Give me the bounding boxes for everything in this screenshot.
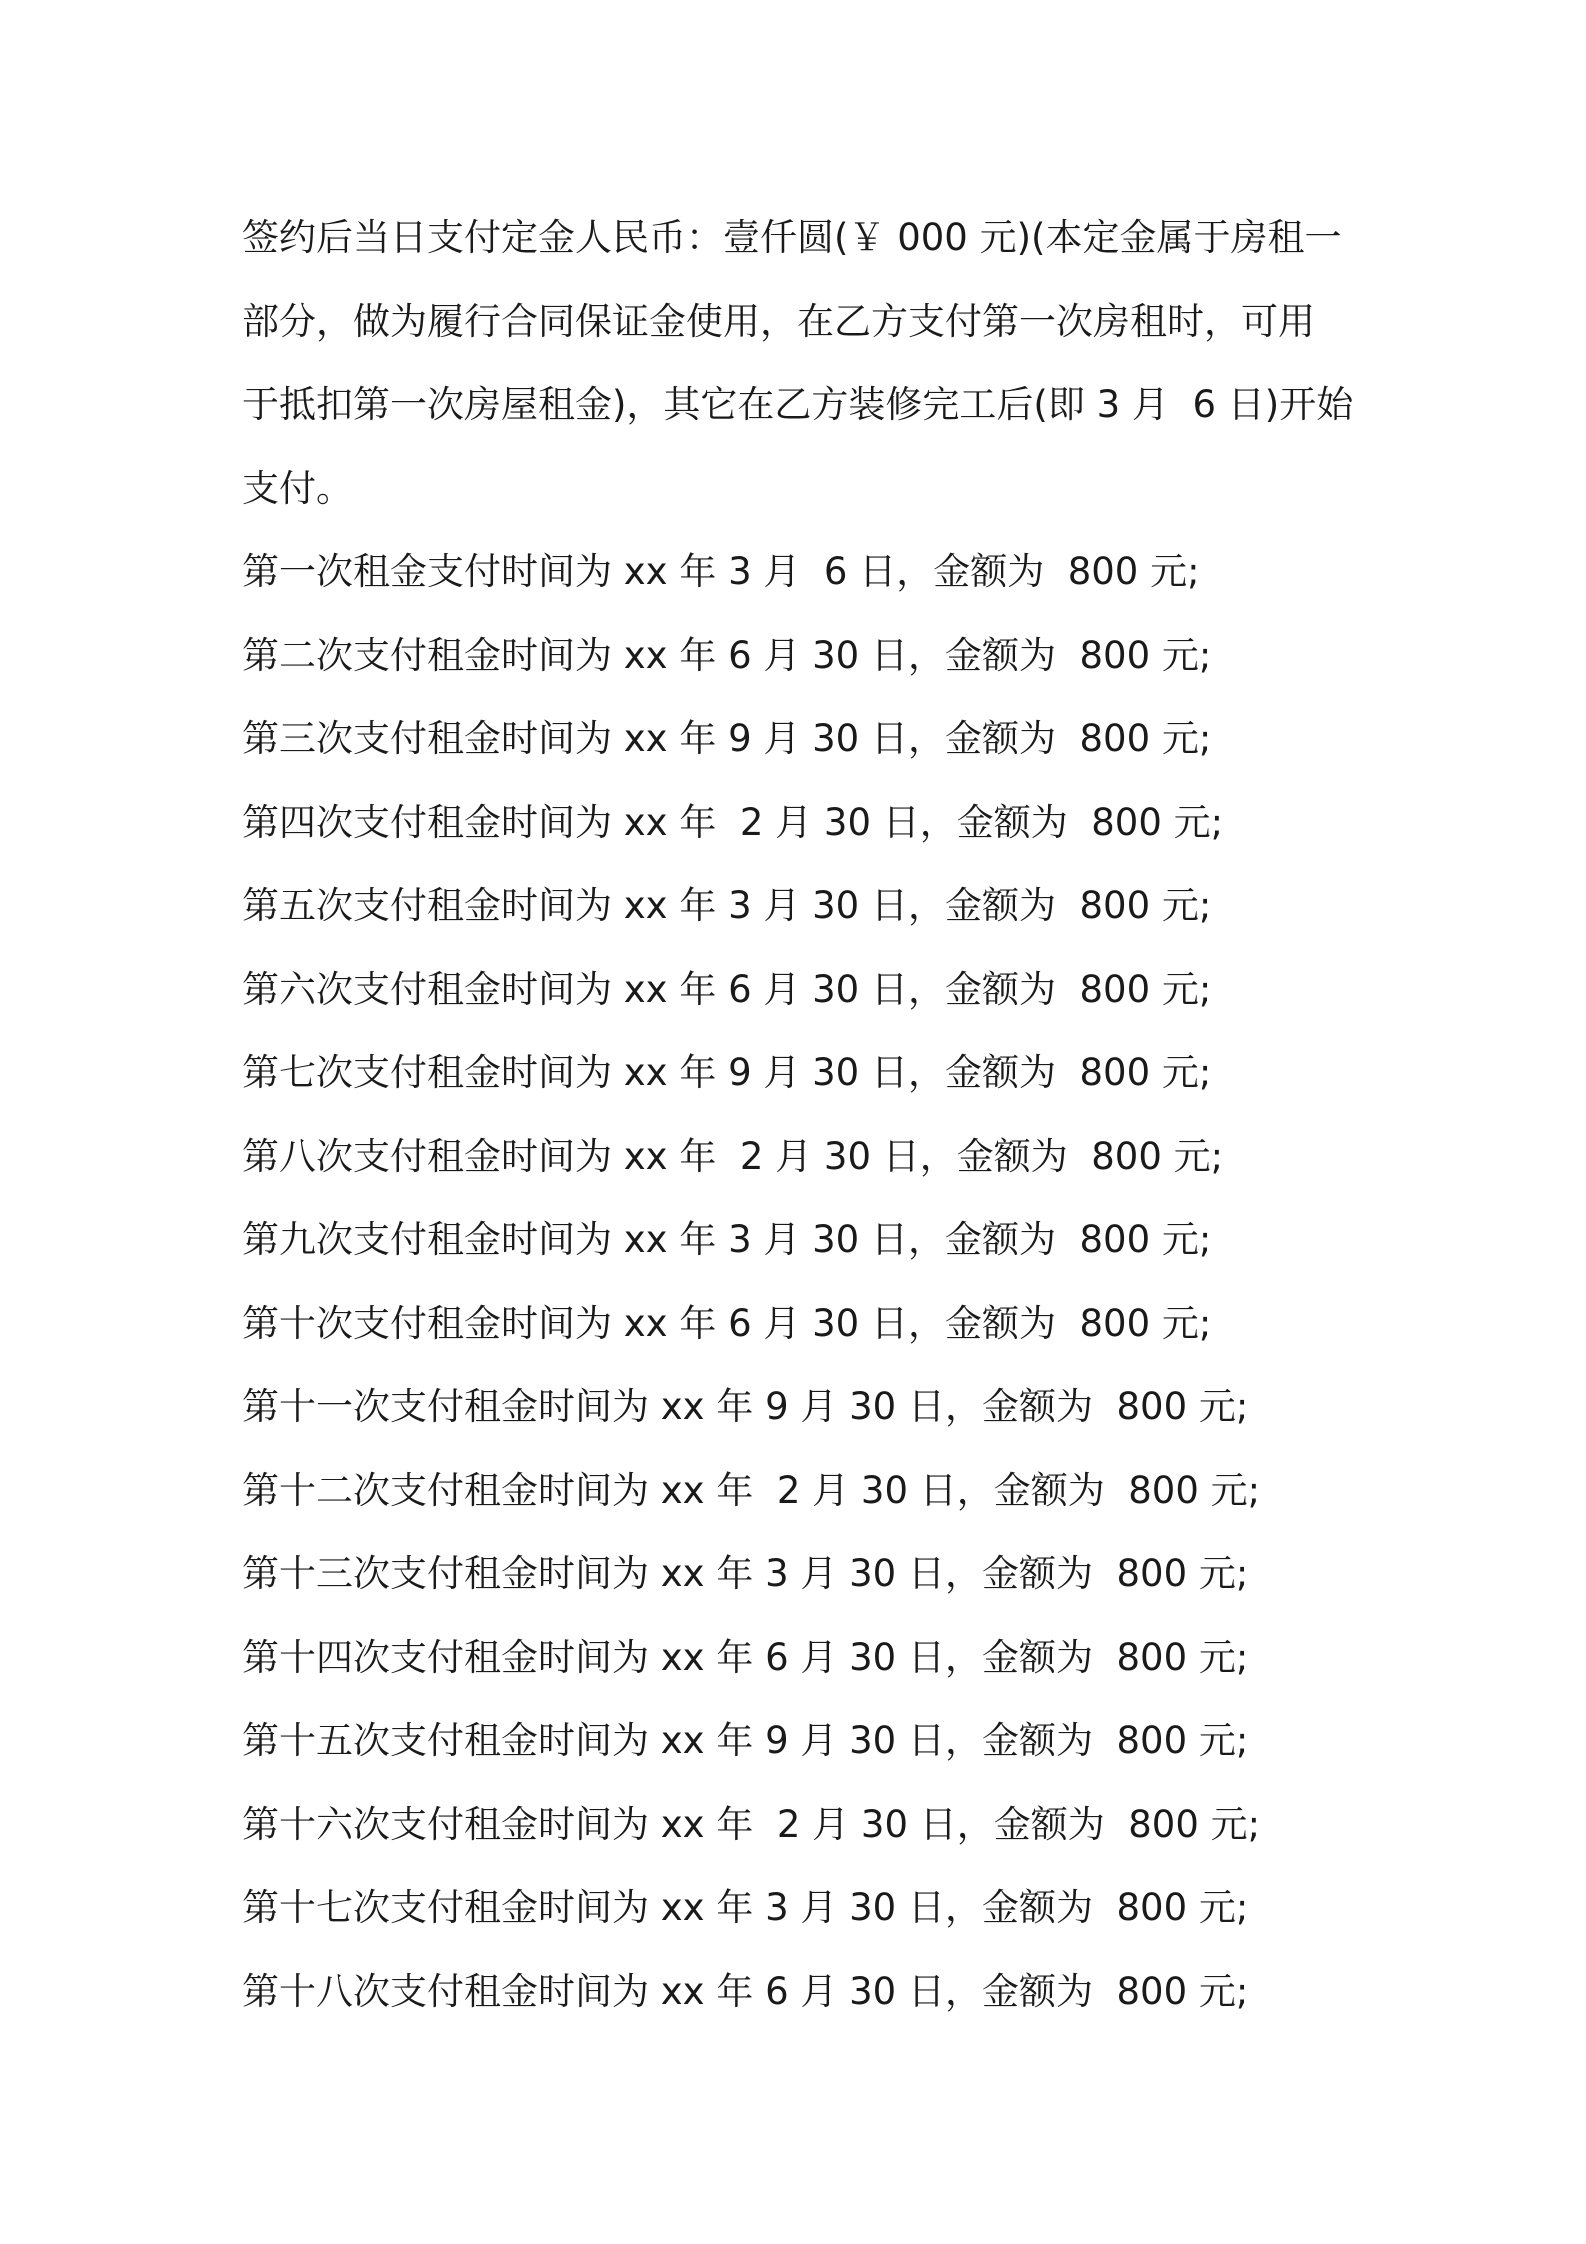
payment-schedule bbox=[242, 530, 1362, 2033]
payment-line: 第十五次支付租金时间为 xx 年 9 月 30 日，金额为 800 元; bbox=[242, 1719, 1249, 1762]
payment-line: 第三次支付租金时间为 xx 年 9 月 30 日，金额为 800 元; bbox=[242, 717, 1212, 760]
payment-line: 第八次支付租金时间为 xx 年 2 月 30 日，金额为 800 元; bbox=[242, 1134, 1224, 1178]
payment-line: 第二次支付租金时间为 xx 年 6 月 30 日，金额为 800 元; bbox=[242, 633, 1212, 677]
payment-line: 第七次支付租金时间为 xx 年 9 月 30 日，金额为 800 元; bbox=[242, 1051, 1212, 1094]
payment-line: 第十次支付租金时间为 xx 年 6 月 30 日，金额为 800 元; bbox=[242, 1301, 1212, 1345]
paragraph-line: 部分，做为履行合同保证金使用，在乙方支付第一次房租时，可用 bbox=[242, 299, 1315, 343]
payment-line: 第十四次支付租金时间为 xx 年 6 月 30 日，金额为 800 元; bbox=[242, 1635, 1249, 1679]
payment-line: 第五次支付租金时间为 xx 年 3 月 30 日，金额为 800 元; bbox=[242, 884, 1212, 927]
paragraph-line: 于抵扣第一次房屋租金)，其它在乙方装修完工后(即 3 月 6 日)开始 bbox=[242, 383, 1354, 426]
payment-line: 第一次租金支付时间为 xx 年 3 月 6 日，金额为 800 元; bbox=[242, 550, 1200, 593]
payment-line: 第九次支付租金时间为 xx 年 3 月 30 日，金额为 800 元; bbox=[242, 1218, 1212, 1261]
payment-line: 第六次支付租金时间为 xx 年 6 月 30 日，金额为 800 元; bbox=[242, 967, 1212, 1011]
payment-line: 第十六次支付租金时间为 xx 年 2 月 30 日，金额为 800 元; bbox=[242, 1802, 1261, 1846]
deposit-paragraph bbox=[242, 196, 1362, 530]
paragraph-line: 签约后当日支付定金人民币：壹仟圆(￥ 000 元)(本定金属于房租一 bbox=[242, 216, 1342, 259]
payment-line: 第十一次支付租金时间为 xx 年 9 月 30 日，金额为 800 元; bbox=[242, 1385, 1249, 1428]
paragraph-line: 支付。 bbox=[242, 466, 353, 510]
payment-line: 第十二次支付租金时间为 xx 年 2 月 30 日，金额为 800 元; bbox=[242, 1468, 1261, 1512]
payment-line: 第十八次支付租金时间为 xx 年 6 月 30 日，金额为 800 元; bbox=[242, 1969, 1249, 2013]
payment-line: 第十三次支付租金时间为 xx 年 3 月 30 日，金额为 800 元; bbox=[242, 1552, 1249, 1595]
payment-line: 第十七次支付租金时间为 xx 年 3 月 30 日，金额为 800 元; bbox=[242, 1886, 1249, 1929]
payment-line: 第四次支付租金时间为 xx 年 2 月 30 日，金额为 800 元; bbox=[242, 800, 1224, 844]
document-body bbox=[242, 196, 1362, 2033]
